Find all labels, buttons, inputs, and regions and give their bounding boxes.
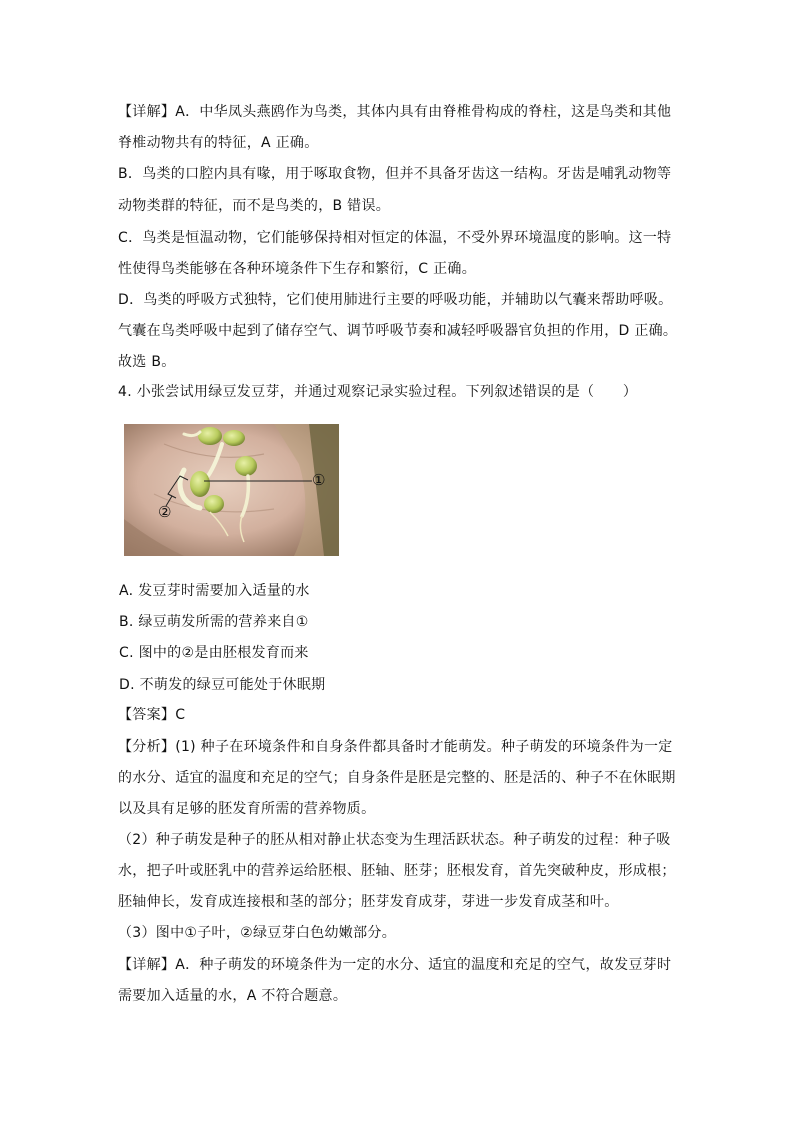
analysis-line: 水，把子叶或胚乳中的营养运给胚根、胚轴、胚芽；胚根发育，首先突破种皮，形成根； <box>118 863 676 879</box>
question-stem: 4. 小张尝试用绿豆发豆芽，并通过观察记录实验过程。下列叙述错误的是（ ） <box>118 384 638 400</box>
option-d: D. 不萌发的绿豆可能处于休眠期 <box>119 677 326 693</box>
analysis-line: （3）图中①子叶，②绿豆芽白色幼嫩部分。 <box>118 925 397 941</box>
text-line: D．鸟类的呼吸方式独特，它们使用肺进行主要的呼吸功能，并辅助以气囊来帮助呼吸。 <box>118 292 673 308</box>
analysis-line: 胚轴伸长，发育成连接根和茎的部分；胚芽发育成芽，芽进一步发育成茎和叶。 <box>118 894 619 910</box>
text-line: 性使得鸟类能够在各种环境条件下生存和繁衍，C 正确。 <box>118 261 477 277</box>
bean-sprout-photo <box>124 424 339 556</box>
option-a: A. 发豆芽时需要加入适量的水 <box>119 583 310 599</box>
text-line: C．鸟类是恒温动物，它们能够保持相对恒定的体温，不受外界环境温度的影响。这一特 <box>118 230 672 246</box>
analysis-line: 的水分、适宜的温度和充足的空气；自身条件是胚是完整的、胚是活的、种子不在休眠期 <box>118 770 676 786</box>
option-c: C. 图中的②是由胚根发育而来 <box>119 645 309 661</box>
answer-line: 【答案】C <box>118 707 186 723</box>
text-line: 故选 B。 <box>118 354 176 370</box>
text-line: 【详解】A．中华凤头燕鸥作为鸟类，其体内具有由脊椎骨构成的脊柱，这是鸟类和其他 <box>118 104 672 120</box>
detail-line: 【详解】A．种子萌发的环境条件为一定的水分、适宜的温度和充足的空气，故发豆芽时 <box>118 957 672 973</box>
analysis-line: 【分析】(1) 种子在环境条件和自身条件都具备时才能萌发。种子萌发的环境条件为一定 <box>118 739 673 755</box>
text-line: 动物类群的特征，而不是鸟类的，B 错误。 <box>118 198 391 214</box>
analysis-line: 以及具有足够的胚发育所需的营养物质。 <box>118 801 376 817</box>
label-1: ① <box>312 471 326 489</box>
analysis-line: （2）种子萌发是种子的胚从相对静止状态变为生理活跃状态。种子萌发的过程：种子吸 <box>118 832 671 848</box>
option-b: B. 绿豆萌发所需的营养来自① <box>119 614 309 630</box>
label-2: ② <box>158 503 172 521</box>
text-line: 气囊在鸟类呼吸中起到了储存空气、调节呼吸节奏和减轻呼吸器官负担的作用，D 正确。 <box>118 323 678 339</box>
text-line: 脊椎动物共有的特征，A 正确。 <box>118 135 319 151</box>
detail-line: 需要加入适量的水，A 不符合题意。 <box>118 988 348 1004</box>
text-line: B．鸟类的口腔内具有喙，用于啄取食物，但并不具备牙齿这一结构。牙齿是哺乳动物等 <box>118 166 672 182</box>
